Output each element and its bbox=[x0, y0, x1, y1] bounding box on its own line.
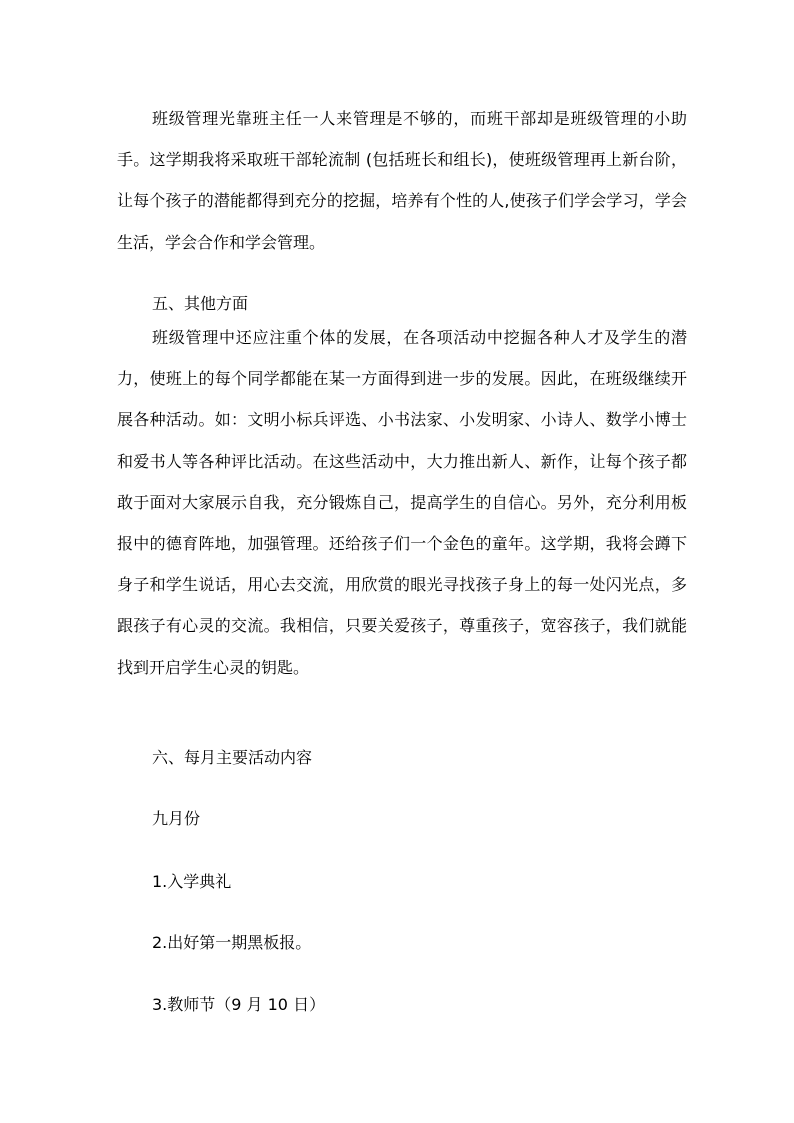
section-heading-monthly-activities: 六、每月主要活动内容 bbox=[152, 748, 313, 767]
activity-item-3: 3.教师节（9 月 10 日） bbox=[152, 995, 326, 1014]
activity-item-2: 2.出好第一期黑板报。 bbox=[152, 933, 312, 952]
paragraph-individual-development: 班级管理中还应注重个体的发展，在各项活动中挖掘各种人才及学生的潜力，使班上的每个同学都能在某一方面得到进一步的发展。因此，在班级继续开展各种活动。如：文明小标兵评选、小书法家、小发明家、小诗人、数学小博士和爱书人等各种评比活动。在这些活动中，大力推出新人、新作，让每个孩子都敢于面对大家展示自我，充分锻炼自己，提高学生的自信心。另外，充分利用板报中的德育阵地，加强管理。还给孩子们一个金色的童年。这学期，我将会蹲下身子和学生说话，用心去交流，用欣赏的眼光寻找孩子身上的每一处闪光点，多跟孩子有心灵的交流。我相信，只要关爱孩子，尊重孩子，宽容孩子，我们就能找到开启学生心灵的钥匙。 bbox=[117, 328, 687, 677]
paragraph-class-management: 班级管理光靠班主任一人来管理是不够的，而班干部却是班级管理的小助手。这学期我将采取班干部轮流制 (包括班长和组长)，使班级管理再上新台阶，让每个孩子的潜能都得到充分的挖掘，培养有个性的人,使孩子们学会学习，学会生活，学会合作和学会管理。 bbox=[117, 109, 687, 252]
section-heading-other-aspects: 五、其他方面 bbox=[152, 294, 249, 313]
activity-item-1: 1.入学典礼 bbox=[152, 872, 232, 891]
month-label-september: 九月份 bbox=[152, 809, 201, 828]
